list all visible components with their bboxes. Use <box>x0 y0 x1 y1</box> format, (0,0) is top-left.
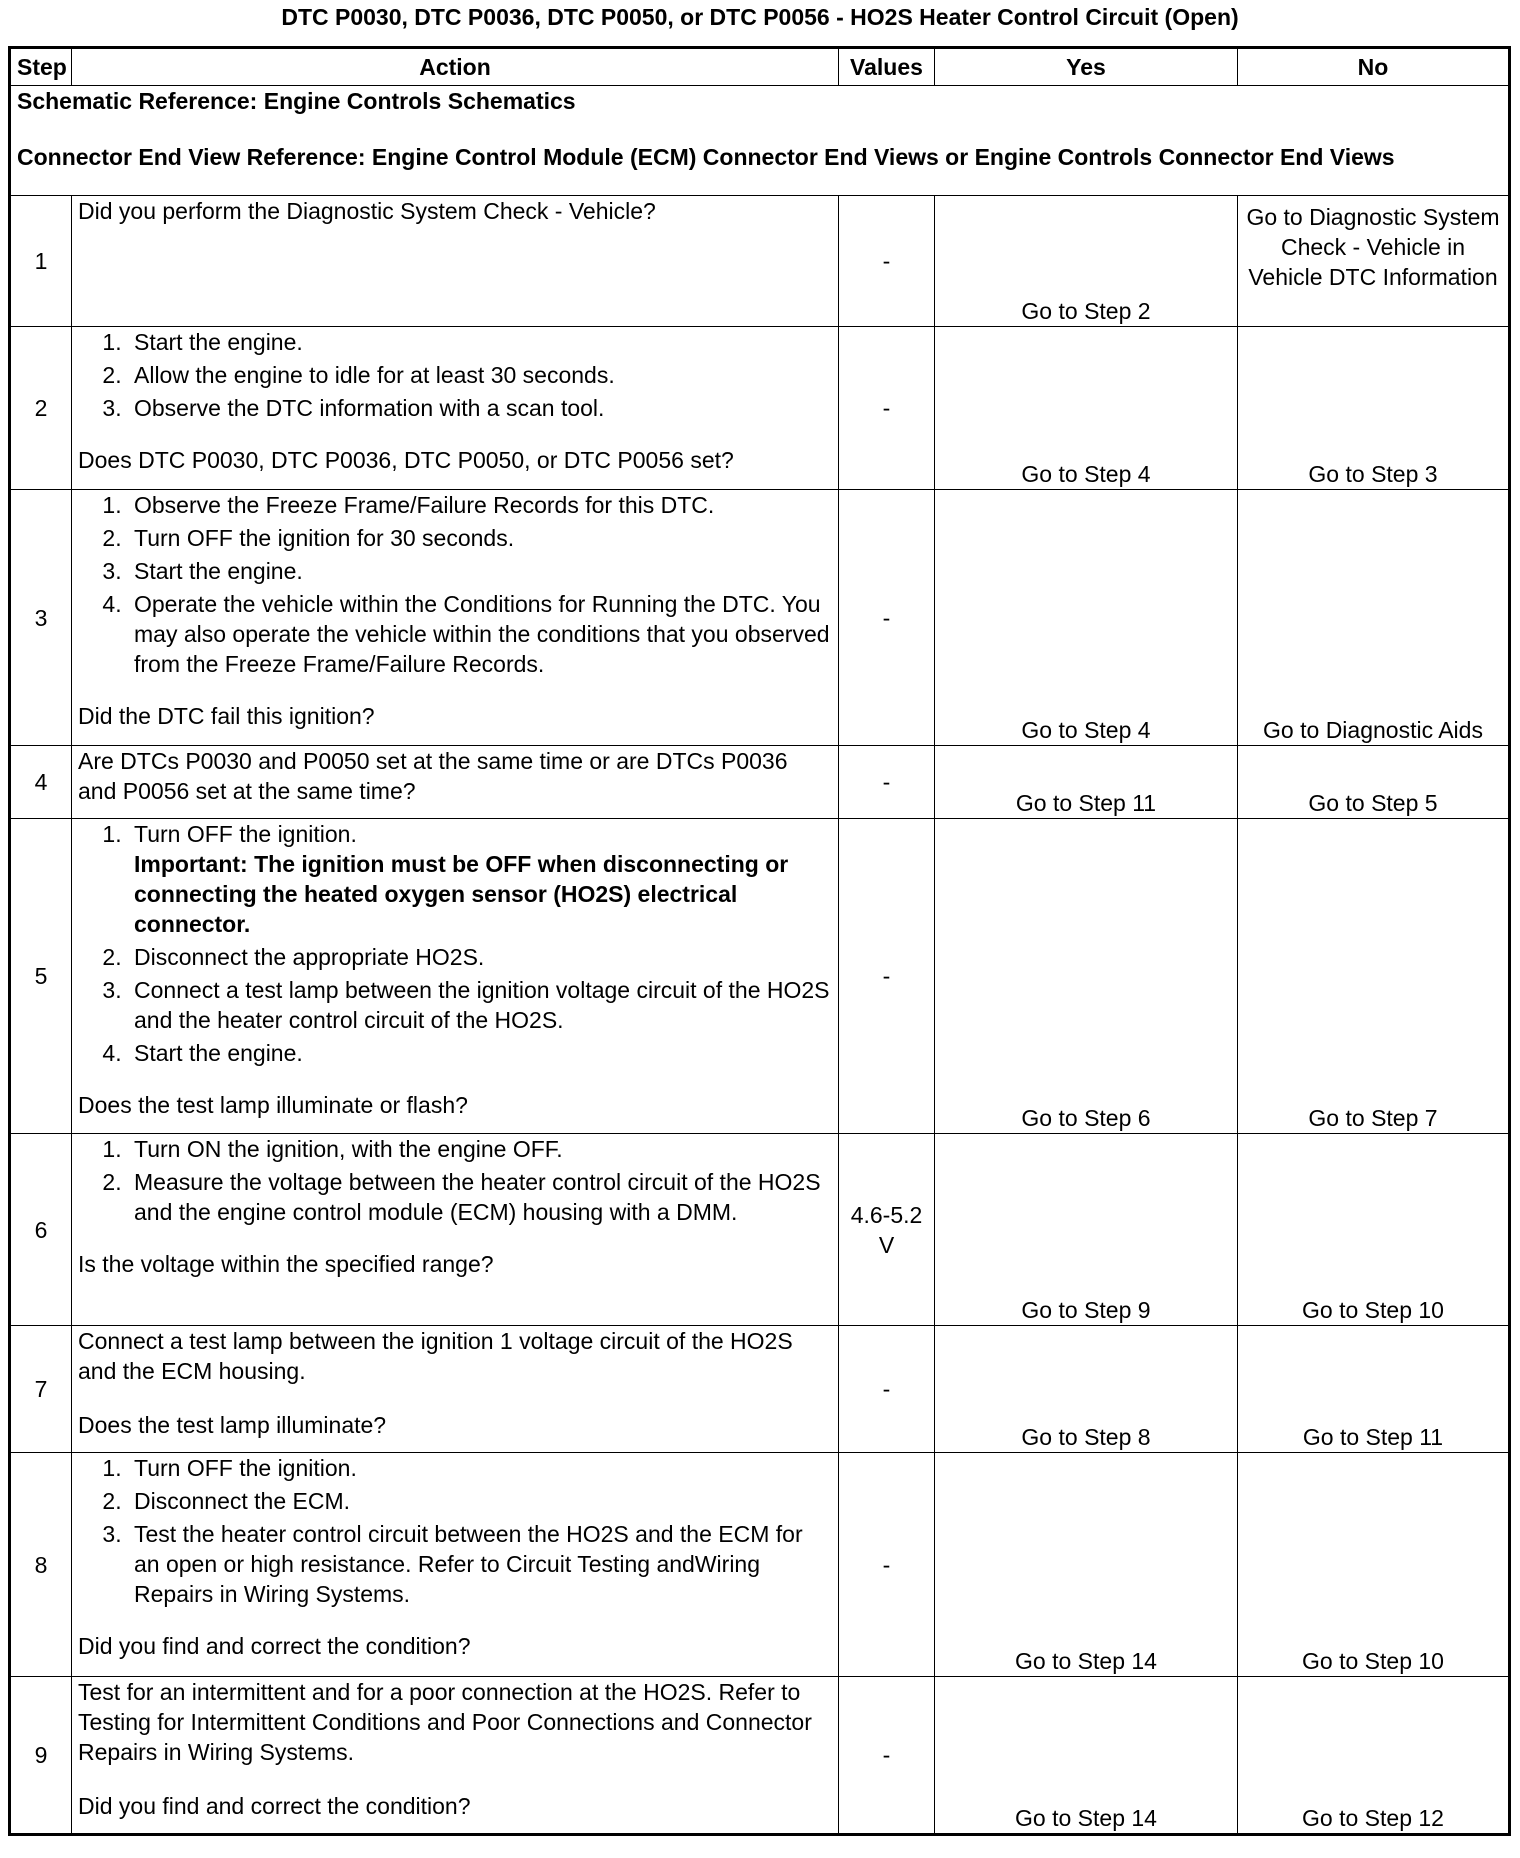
reference-row <box>10 86 1510 196</box>
substep: 1. Start the engine. <box>128 327 832 357</box>
step-yes: Go to Step 6 <box>935 819 1238 1134</box>
substep: 2. Turn OFF the ignition for 30 seconds. <box>128 523 832 553</box>
step-no: Go to Step 10 <box>1238 1453 1510 1677</box>
substep: 2. Allow the engine to idle for at least 30 seconds. <box>128 360 832 390</box>
step-value: - <box>839 1453 935 1677</box>
substep: 3. Start the engine. <box>128 556 832 586</box>
step-yes: Go to Step 2 <box>935 196 1238 327</box>
substep <box>128 819 832 939</box>
step-yes: Go to Step 9 <box>935 1134 1238 1326</box>
substep: 2. Measure the voltage between the heater control circuit of the HO2S and the engine control module (ECM) housing with a DMM. <box>128 1167 832 1227</box>
table-row <box>10 1134 1510 1326</box>
step-question: Did you find and correct the condition? <box>78 1793 471 1819</box>
step-yes: Go to Step 4 <box>935 490 1238 746</box>
substep-list <box>78 327 832 423</box>
substep: 4. Operate the vehicle within the Conditions for Running the DTC. You may also operate the vehicle within the conditions that you observed from the Freeze Frame/Failure Records. <box>128 589 832 679</box>
step-action <box>72 1134 839 1326</box>
step-question: Are DTCs P0030 and P0050 set at the same time or are DTCs P0036 and P0056 set at the same time? <box>78 748 788 804</box>
step-no: Go to Diagnostic Aids <box>1238 490 1510 746</box>
step-no: Go to Step 3 <box>1238 327 1510 490</box>
substep-list <box>78 490 832 679</box>
step-action <box>72 196 839 327</box>
step-yes: Go to Step 4 <box>935 327 1238 490</box>
step-number: 8 <box>10 1453 72 1677</box>
step-value: - <box>839 746 935 819</box>
table-row <box>10 819 1510 1134</box>
substep-text: Turn OFF the ignition. <box>134 821 357 847</box>
step-number: 5 <box>10 819 72 1134</box>
step-number: 6 <box>10 1134 72 1326</box>
reference-cell <box>10 86 1510 196</box>
step-question: Did the DTC fail this ignition? <box>78 703 375 729</box>
substep-list <box>78 1134 832 1227</box>
header-values: Values <box>839 48 935 86</box>
document-title: DTC P0030, DTC P0036, DTC P0050, or DTC P0056 - HO2S Heater Control Circuit (Open) <box>281 4 1239 30</box>
table-row <box>10 1326 1510 1453</box>
step-number: 4 <box>10 746 72 819</box>
step-no: Go to Step 10 <box>1238 1134 1510 1326</box>
substep: 3. Test the heater control circuit between the HO2S and the ECM for an open or high resistance. Refer to Circuit Testing andWiring Repairs in Wiring Systems. <box>128 1519 832 1609</box>
table-row <box>10 746 1510 819</box>
table-row <box>10 196 1510 327</box>
step-question: Did you find and correct the condition? <box>78 1633 471 1659</box>
table-row <box>10 490 1510 746</box>
substep: 4. Start the engine. <box>128 1038 832 1068</box>
schematic-reference: Schematic Reference: Engine Controls Schematics <box>17 88 576 114</box>
step-value: - <box>839 1326 935 1453</box>
step-value: - <box>839 196 935 327</box>
step-action <box>72 819 839 1134</box>
step-yes: Go to Step 8 <box>935 1326 1238 1453</box>
step-value: - <box>839 490 935 746</box>
step-number: 2 <box>10 327 72 490</box>
step-action <box>72 746 839 819</box>
header-step: Step <box>10 48 72 86</box>
table-row <box>10 1677 1510 1835</box>
step-no: Go to Step 7 <box>1238 819 1510 1134</box>
step-action <box>72 1326 839 1453</box>
step-number: 9 <box>10 1677 72 1835</box>
step-value: - <box>839 327 935 490</box>
substep: 3. Connect a test lamp between the ignition voltage circuit of the HO2S and the heater control circuit of the HO2S. <box>128 975 832 1035</box>
step-value: - <box>839 1677 935 1835</box>
substep-list <box>78 1453 832 1609</box>
substep: 1. Turn ON the ignition, with the engine OFF. <box>128 1134 832 1164</box>
step-action <box>72 1677 839 1835</box>
step-question: Did you perform the Diagnostic System Check - Vehicle? <box>78 198 656 224</box>
table-header-row <box>10 48 1510 86</box>
step-instruction: Test for an intermittent and for a poor connection at the HO2S. Refer to Testing for Intermittent Conditions and Poor Connections and Connector Repairs in Wiring Systems. <box>78 1679 812 1765</box>
step-action <box>72 1453 839 1677</box>
step-yes: Go to Step 11 <box>935 746 1238 819</box>
substep: 3. Observe the DTC information with a scan tool. <box>128 393 832 423</box>
step-question: Does the test lamp illuminate or flash? <box>78 1092 468 1118</box>
connector-reference: Connector End View Reference: Engine Control Module (ECM) Connector End Views or Engine Controls Connector End Views <box>17 144 1395 170</box>
substep: 1. Observe the Freeze Frame/Failure Records for this DTC. <box>128 490 832 520</box>
diagnostic-table <box>8 46 1511 1836</box>
step-no: Go to Step 5 <box>1238 746 1510 819</box>
step-instruction: Connect a test lamp between the ignition 1 voltage circuit of the HO2S and the ECM housing. <box>78 1328 793 1384</box>
step-number: 3 <box>10 490 72 746</box>
substep-list <box>78 819 832 1068</box>
header-action: Action <box>72 48 839 86</box>
step-action <box>72 327 839 490</box>
step-no: Go to Step 12 <box>1238 1677 1510 1835</box>
step-number: 1 <box>10 196 72 327</box>
step-question: Is the voltage within the specified range? <box>78 1251 494 1277</box>
step-number: 7 <box>10 1326 72 1453</box>
step-no: Go to Diagnostic System Check - Vehicle in Vehicle DTC Information <box>1238 196 1510 327</box>
substep: 2. Disconnect the appropriate HO2S. <box>128 942 832 972</box>
substep: 2. Disconnect the ECM. <box>128 1486 832 1516</box>
step-value: 4.6-5.2 V <box>839 1134 935 1326</box>
step-action <box>72 490 839 746</box>
substep: 1. Turn OFF the ignition. <box>128 1453 832 1483</box>
step-question: Does DTC P0030, DTC P0036, DTC P0050, or DTC P0056 set? <box>78 447 734 473</box>
step-value: - <box>839 819 935 1134</box>
step-yes: Go to Step 14 <box>935 1677 1238 1835</box>
step-yes: Go to Step 14 <box>935 1453 1238 1677</box>
table-row <box>10 327 1510 490</box>
important-note: Important: The ignition must be OFF when disconnecting or connecting the heated oxygen sensor (HO2S) electrical connector. <box>134 851 789 937</box>
step-no: Go to Step 11 <box>1238 1326 1510 1453</box>
step-question: Does the test lamp illuminate? <box>78 1412 387 1438</box>
header-yes: Yes <box>935 48 1238 86</box>
table-row <box>10 1453 1510 1677</box>
header-no: No <box>1238 48 1510 86</box>
